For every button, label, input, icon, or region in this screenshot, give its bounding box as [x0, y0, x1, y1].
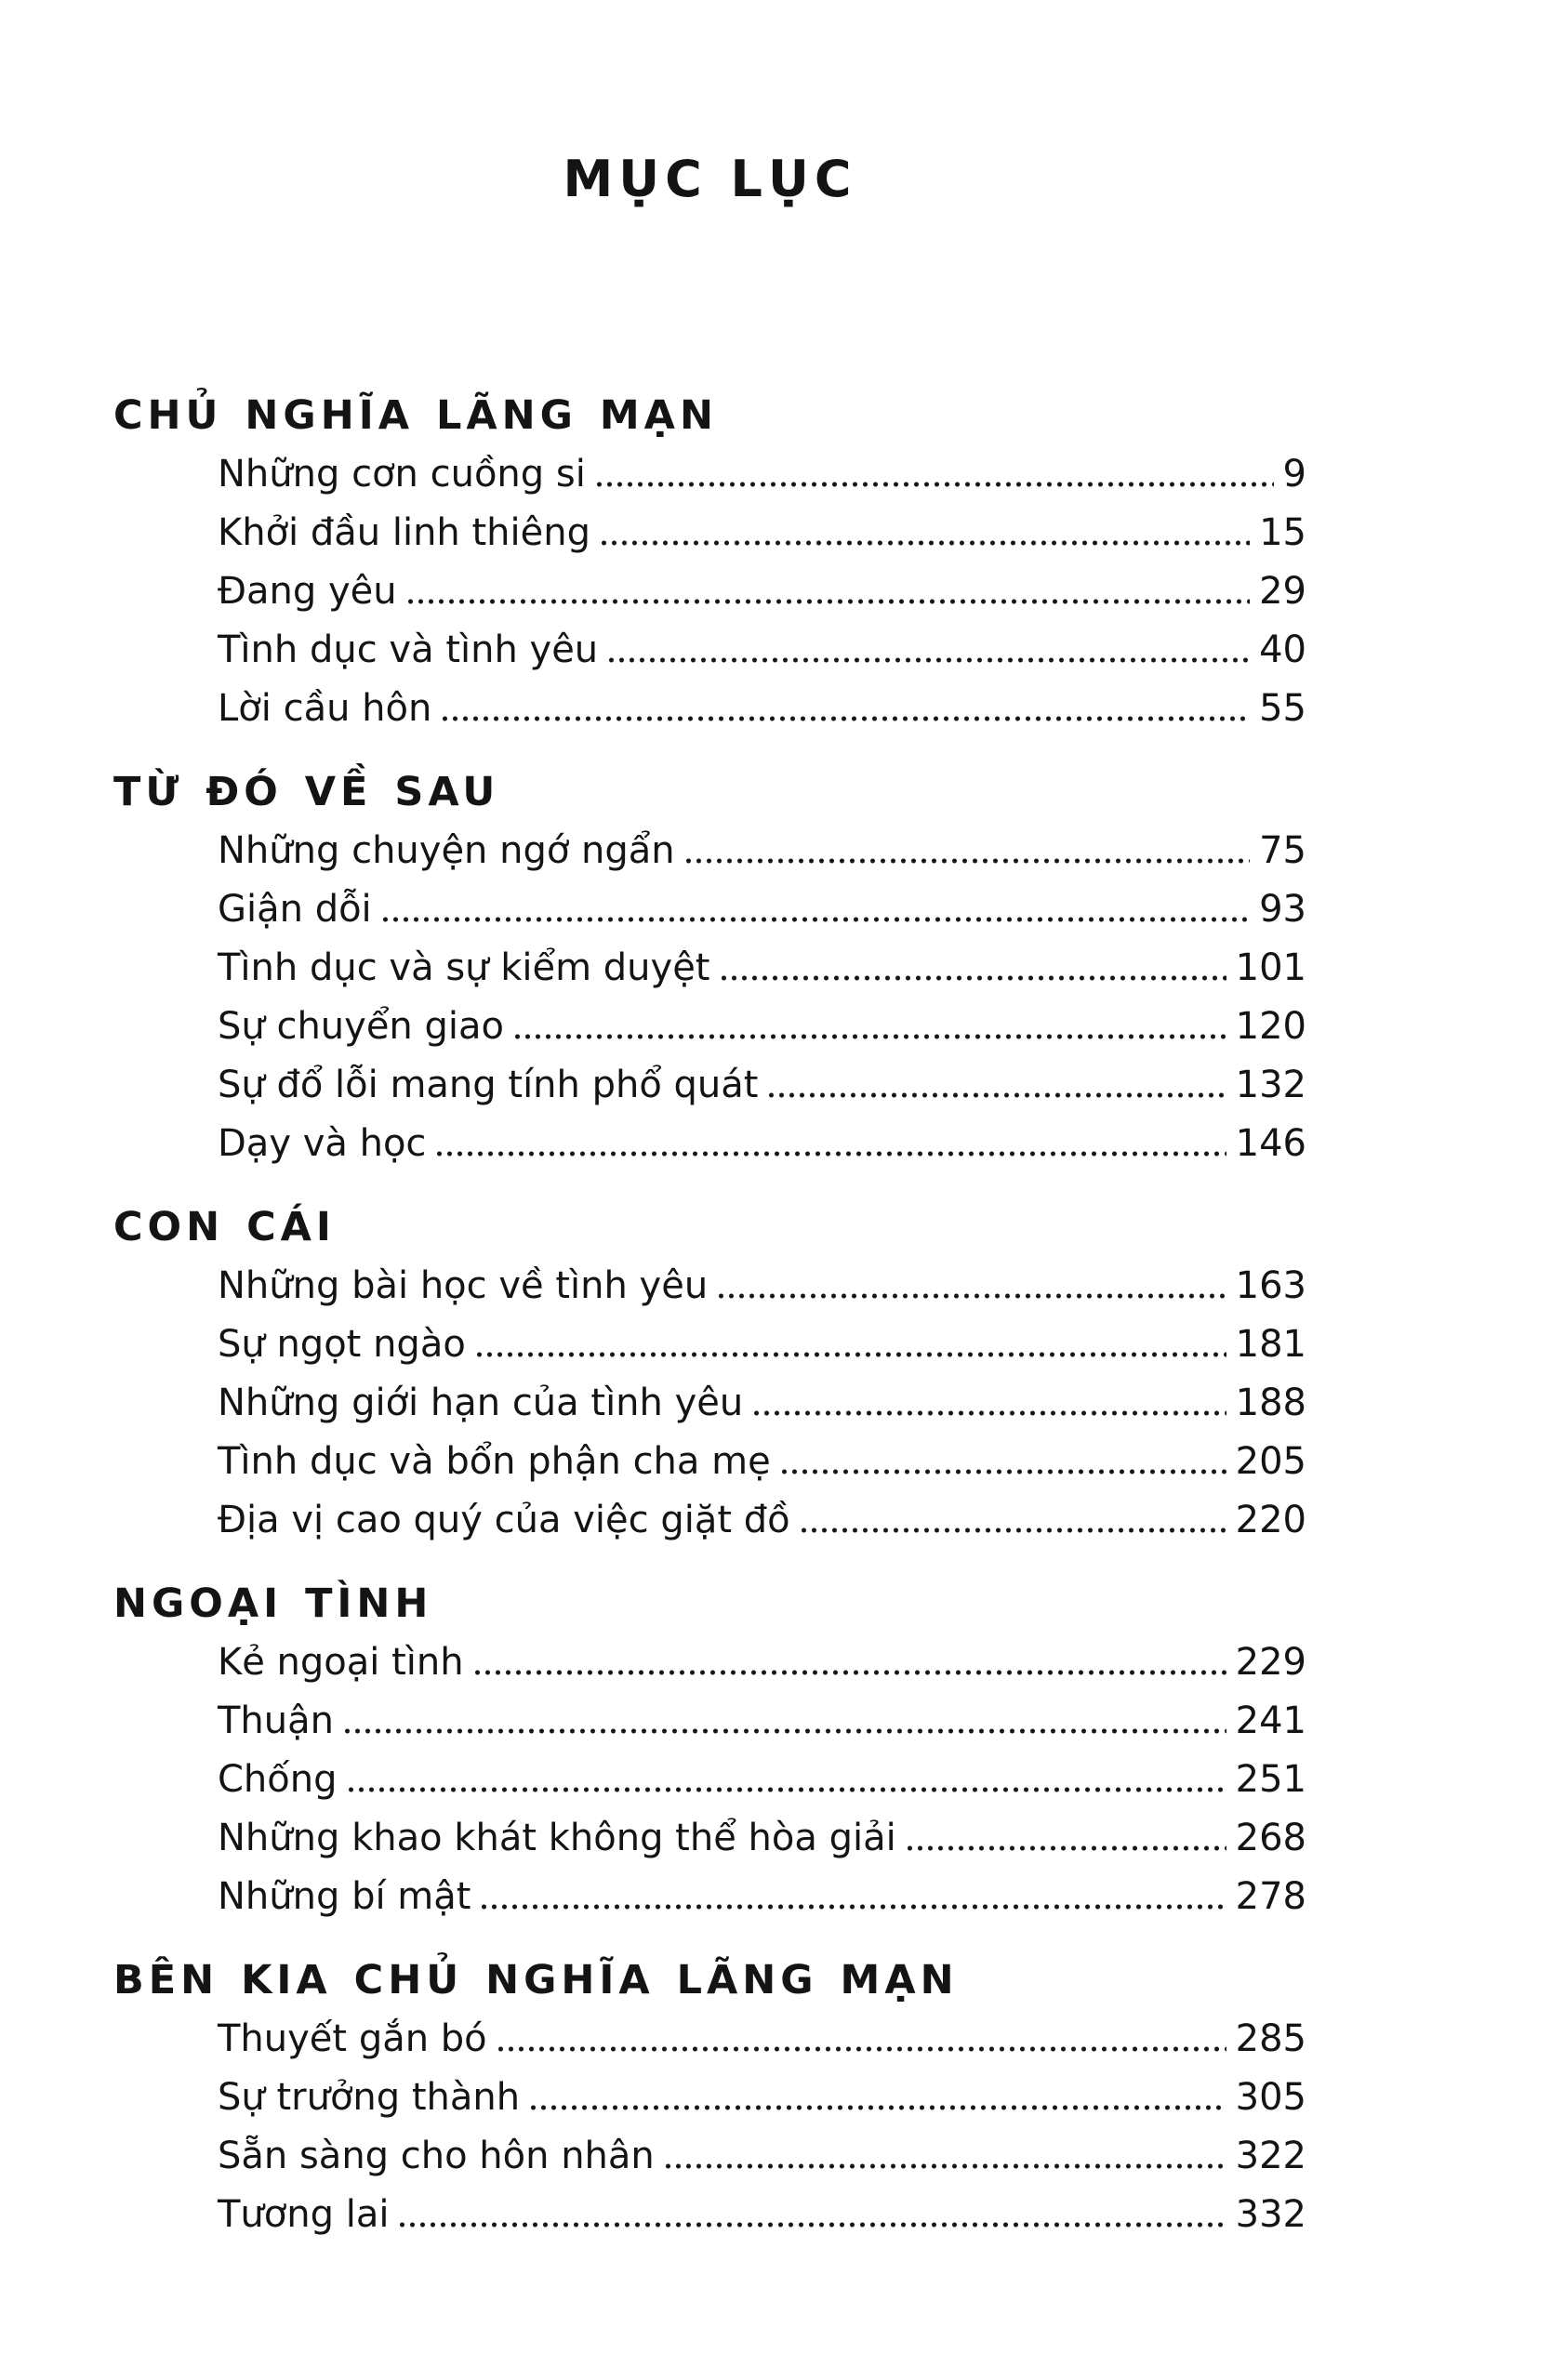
toc-entry [218, 1056, 1306, 1115]
entry-page-number: 278 [1235, 1875, 1306, 1918]
dot-leader [474, 1316, 1226, 1374]
entry-title: Những bài học về tình yêu [218, 1264, 709, 1307]
entry-page-number: 332 [1235, 2193, 1306, 2236]
entry-page-number: 268 [1235, 1817, 1306, 1859]
entry-page-number: 132 [1235, 1064, 1306, 1106]
entry-page-number: 305 [1235, 2076, 1306, 2119]
entry-page-number: 285 [1235, 2017, 1306, 2060]
entry-title: Tình dục và tình yêu [218, 628, 599, 671]
entry-page-number: 322 [1235, 2135, 1306, 2177]
entry-page-number: 205 [1235, 1440, 1306, 1483]
dot-leader [342, 1692, 1226, 1751]
entry-page-number: 163 [1235, 1264, 1306, 1307]
entry-page-number: 29 [1259, 570, 1306, 613]
entry-page-number: 93 [1259, 888, 1306, 931]
entry-title: Những bí mật [218, 1875, 471, 1918]
entry-title: Thuận [218, 1699, 334, 1742]
toc-entry [218, 1316, 1306, 1374]
entry-title: Chống [218, 1758, 338, 1801]
dot-leader [751, 1374, 1226, 1433]
toc-entry [218, 1491, 1306, 1550]
dot-leader [346, 1751, 1226, 1809]
toc-entry [218, 2069, 1306, 2127]
entry-page-number: 181 [1235, 1323, 1306, 1366]
dot-leader [599, 504, 1250, 562]
entry-title: Những giới hạn của tình yêu [218, 1382, 744, 1424]
entry-title: Thuyết gắn bó [218, 2017, 487, 2060]
toc-entry [218, 998, 1306, 1056]
entry-title: Những cơn cuồng si [218, 453, 586, 496]
dot-leader [606, 621, 1250, 680]
entry-page-number: 229 [1235, 1641, 1306, 1684]
entry-page-number: 251 [1235, 1758, 1306, 1801]
toc-entry [218, 1257, 1306, 1316]
entry-page-number: 55 [1259, 687, 1306, 730]
entry-title: Tương lai [218, 2193, 390, 2236]
dot-leader [799, 1491, 1226, 1550]
toc-entry [218, 1374, 1306, 1433]
toc-entry [218, 1633, 1306, 1692]
entry-page-number: 188 [1235, 1382, 1306, 1424]
dot-leader [594, 445, 1274, 504]
entry-page-number: 120 [1235, 1005, 1306, 1048]
toc-section-beyond-romanticism [113, 1951, 1306, 2244]
section-heading: BÊN KIA CHỦ NGHĨA LÃNG MẠN [113, 1957, 959, 2003]
page-title: MỤC LỤC [563, 150, 857, 208]
dot-leader [719, 939, 1226, 998]
toc-entry [218, 1751, 1306, 1809]
entry-title: Kẻ ngoại tình [218, 1641, 464, 1684]
toc-entry [218, 1692, 1306, 1751]
toc-entry [218, 2186, 1306, 2244]
dot-leader [716, 1257, 1226, 1316]
dot-leader [905, 1809, 1226, 1868]
entry-title: Sẵn sàng cho hôn nhân [218, 2135, 655, 2177]
dot-leader [663, 2127, 1226, 2186]
toc-entry [218, 621, 1306, 680]
dot-leader [479, 1868, 1226, 1926]
toc-entry [218, 445, 1306, 504]
entry-page-number: 241 [1235, 1699, 1306, 1742]
entry-title: Sự đổ lỗi mang tính phổ quát [218, 1064, 759, 1106]
dot-leader [512, 998, 1226, 1056]
entry-page-number: 75 [1259, 829, 1306, 872]
entry-title: Sự chuyển giao [218, 1005, 504, 1048]
entry-title: Địa vị cao quý của việc giặt đồ [218, 1499, 790, 1541]
entry-title: Giận dỗi [218, 888, 372, 931]
dot-leader [496, 2010, 1226, 2069]
entry-title: Sự trưởng thành [218, 2076, 521, 2119]
toc-entry [218, 2010, 1306, 2069]
entry-title: Dạy và học [218, 1122, 427, 1165]
toc-section-adultery [113, 1575, 1306, 1926]
toc-entry [218, 504, 1306, 562]
toc-entry [218, 680, 1306, 738]
toc-entry [218, 880, 1306, 939]
toc-entry [218, 939, 1306, 998]
entry-page-number: 146 [1235, 1122, 1306, 1165]
entry-title: Những khao khát không thể hòa giải [218, 1817, 896, 1859]
toc-entry [218, 1868, 1306, 1926]
toc-entry [218, 1433, 1306, 1491]
dot-leader [397, 2186, 1226, 2244]
dot-leader [683, 822, 1250, 880]
entry-title: Đang yêu [218, 570, 397, 613]
dot-leader [380, 880, 1250, 939]
toc-entry [218, 1115, 1306, 1173]
entry-page-number: 15 [1259, 511, 1306, 554]
section-heading: TỪ ĐÓ VỀ SAU [113, 769, 500, 815]
entry-page-number: 9 [1282, 453, 1306, 496]
section-heading: CHỦ NGHĨA LÃNG MẠN [113, 392, 718, 439]
toc-section-from-then-on [113, 763, 1306, 1173]
entry-title: Tình dục và bổn phận cha mẹ [218, 1440, 771, 1483]
entry-title: Những chuyện ngớ ngẩn [218, 829, 675, 872]
section-heading: NGOẠI TÌNH [113, 1580, 433, 1627]
toc-section-romanticism [113, 387, 1306, 738]
toc-entry [218, 822, 1306, 880]
toc-entry [218, 1809, 1306, 1868]
entry-page-number: 40 [1259, 628, 1306, 671]
toc-section-children [113, 1198, 1306, 1550]
dot-leader [779, 1433, 1226, 1491]
dot-leader [440, 680, 1250, 738]
section-heading: CON CÁI [113, 1204, 336, 1250]
dot-leader [405, 562, 1250, 621]
table-of-contents [113, 387, 1306, 2244]
entry-title: Tình dục và sự kiểm duyệt [218, 946, 710, 989]
toc-entry [218, 562, 1306, 621]
entry-title: Sự ngọt ngào [218, 1323, 466, 1366]
entry-page-number: 220 [1235, 1499, 1306, 1541]
entry-title: Khởi đầu linh thiêng [218, 511, 590, 554]
toc-entry [218, 2127, 1306, 2186]
dot-leader [528, 2069, 1226, 2127]
entry-title: Lời cầu hôn [218, 687, 432, 730]
dot-leader [472, 1633, 1226, 1692]
entry-page-number: 101 [1235, 946, 1306, 989]
dot-leader [434, 1115, 1226, 1173]
dot-leader [766, 1056, 1226, 1115]
